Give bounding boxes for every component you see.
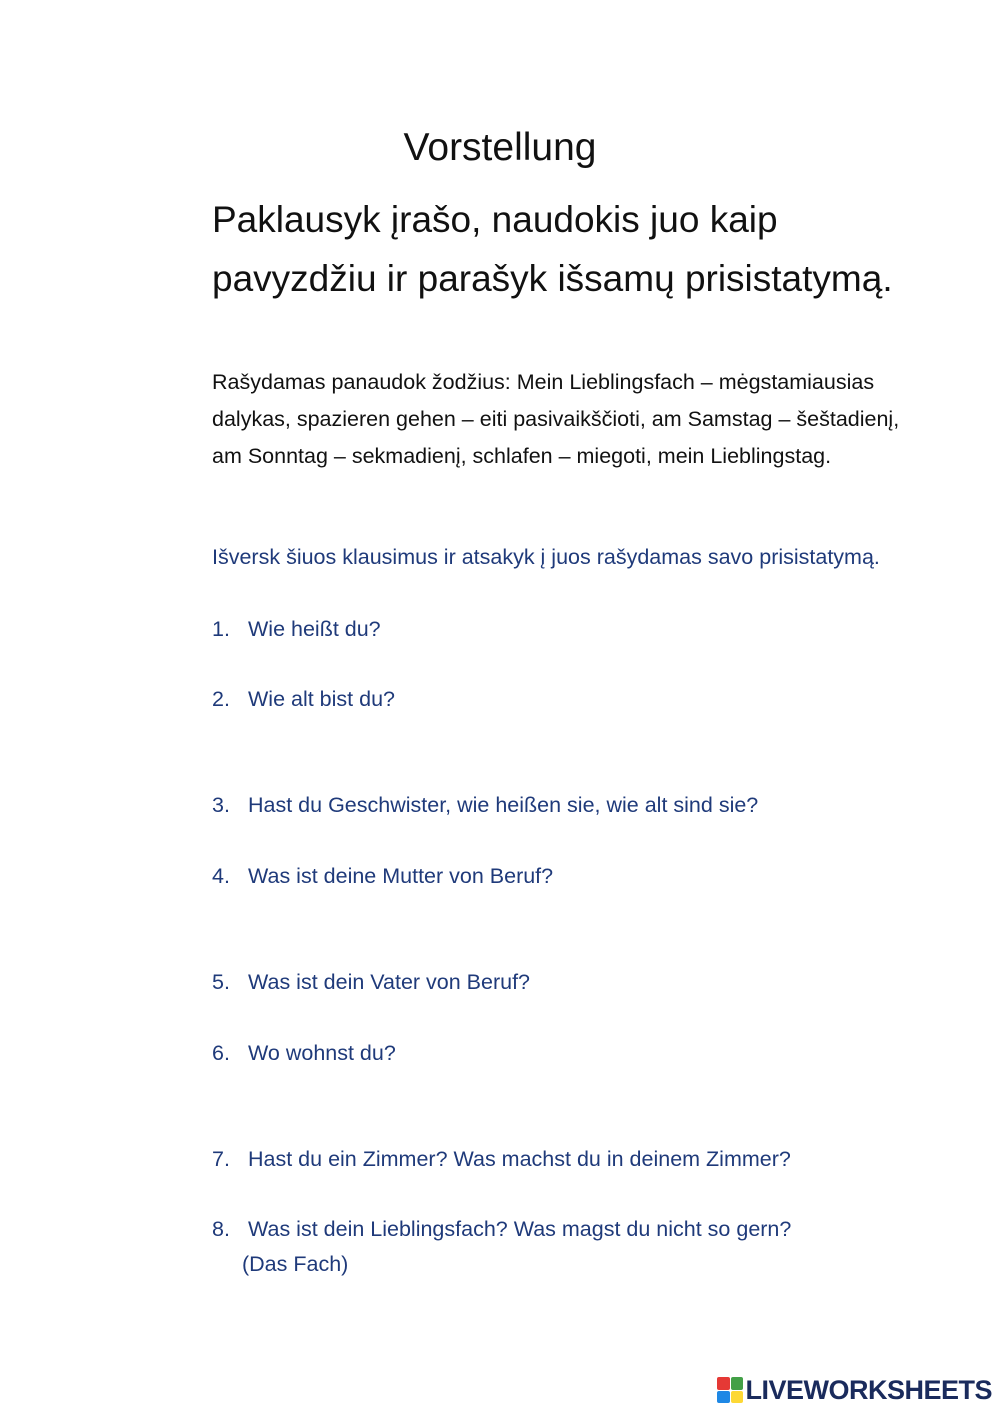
question-item: [212, 612, 932, 647]
question-item: [212, 1142, 932, 1177]
task-heading: Paklausyk įrašo, naudokis juo kaip pavyzdžiu ir parašyk išsamų prisistatymą.: [212, 199, 893, 299]
question-text: Wo wohnst du?: [248, 1041, 396, 1065]
question-subnote: (Das Fach): [242, 1252, 349, 1276]
question-item: [212, 1036, 932, 1071]
question-item: [212, 682, 932, 717]
liveworksheets-logo: [717, 1373, 992, 1407]
question-number: 1.: [212, 617, 230, 641]
question-text: Wie alt bist du?: [248, 687, 395, 711]
question-item: [212, 1212, 932, 1282]
question-text: Hast du Geschwister, wie heißen sie, wie alt sind sie?: [248, 793, 759, 817]
question-text: Was ist dein Vater von Beruf?: [248, 970, 531, 994]
question-text: Hast du ein Zimmer? Was machst du in deinem Zimmer?: [248, 1147, 791, 1171]
question-number: 4.: [212, 864, 230, 888]
questions-instruction: Išversk šiuos klausimus ir atsakyk į juos rašydamas savo prisistatymą.: [212, 545, 880, 569]
question-number: 3.: [212, 793, 230, 817]
logo-text: LIVEWORKSHEETS: [745, 1374, 992, 1405]
question-number: 7.: [212, 1147, 230, 1171]
question-text: Was ist dein Lieblingsfach? Was magst du nicht so gern?: [248, 1217, 792, 1241]
question-item: [212, 859, 932, 894]
worksheet-title: Vorstellung: [403, 126, 597, 169]
question-item: [212, 965, 932, 1000]
question-text: Was ist deine Mutter von Beruf?: [248, 864, 554, 888]
question-item: [212, 788, 932, 823]
question-text: Wie heißt du?: [248, 617, 381, 641]
logo-icon: [717, 1377, 743, 1403]
question-number: 6.: [212, 1041, 230, 1065]
question-number: 8.: [212, 1217, 230, 1241]
vocabulary-hint: Rašydamas panaudok žodžius: Mein Lieblingsfach – mėgstamiausias dalykas, spazieren gehen – eiti pasivaikščioti, am Samstag – šeštadienį, am Sonntag – sekmadienį, schlafen – miegoti, mein Lieblingstag.: [212, 370, 900, 468]
question-number: 2.: [212, 687, 230, 711]
question-number: 5.: [212, 970, 230, 994]
